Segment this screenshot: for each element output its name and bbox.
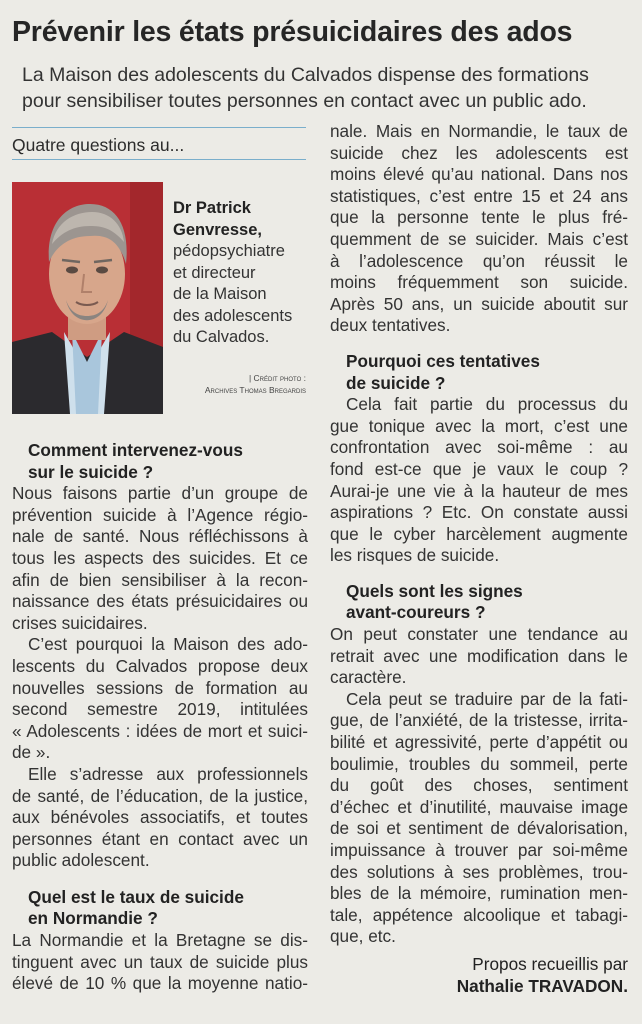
paragraph-line: Nous faisons partie d’un groupe de [12,483,308,504]
person-name: Genvresse, [173,220,262,239]
paragraph-line: bilité et agressivité, perte d’appétit ou [330,732,628,753]
paragraph-line: La Normandie et la Bretagne se dis- [12,930,308,951]
paragraph-line: Elle s’adresse aux professionnels [28,763,308,784]
paragraph-line: Aurai-je une vie à la hauteur de mes [330,480,628,501]
person-role: des adolescents [173,306,293,325]
question-heading: Quel est le taux de suicide [28,886,244,907]
question-heading: avant-coureurs ? [346,602,486,623]
paragraph-line: élevé de 10 % que la moyenne natio- [12,973,308,994]
paragraph-line: suicide chez les adolescents est [330,142,628,163]
photo-credit-line: | Crédit photo : [248,373,306,383]
person-role: du Calvados. [173,328,270,346]
paragraph-line: tale, appétence alcoolique et tabagi- [330,904,628,925]
article-signature [457,953,628,997]
question-heading: sur le suicide ? [28,461,154,482]
paragraph-line: gue, de l’anxiété, de la tristesse, irrita- [330,710,628,731]
paragraph-line: du goût des choses, sentiment [330,775,628,796]
person-role: pédopsychiatre [173,242,285,260]
paragraph-line: moins fréquemment son suicide. [330,272,628,293]
paragraph-line: gue tonique avec la mort, c’est une [330,415,628,436]
question-heading: de suicide ? [346,372,446,393]
person-role: de la Maison [173,285,267,303]
paragraph-line: impuissance à trouver par soi-même [330,840,628,860]
signature-line: Propos recueillis par [472,954,628,974]
question-heading: en Normandie ? [28,908,158,929]
paragraph-line: quemment de se suicider. Mais c’est [330,228,628,249]
paragraph-line: moins élevé qu’au national. Dans nos [330,164,628,185]
paragraph-line: retrait avec une modification dans le [330,645,628,666]
standfirst-line: La Maison des adolescents du Calvados dispense des formations [22,64,589,86]
paragraph-line: « Adolescents : idées de mort et suici- [12,720,308,741]
section-label: Quatre questions au... [12,135,185,155]
paragraph-line: On peut constater une tendance au [330,624,628,645]
article-title: Prévenir les états présuicidaires des ados [12,16,573,48]
paragraph-line: nale. Mais en Normandie, le taux de [330,121,628,141]
paragraph-line: que la personne tente le plus fré- [330,207,628,228]
right-column [330,121,628,948]
paragraph-line: que, etc. [330,926,396,947]
paragraph-line: afin de bien sensibiliser à la recon- [12,569,308,590]
paragraph-line: Cela fait partie du processus du [346,394,628,415]
section-rule-bottom [12,159,306,160]
paragraph-line: crises suicidaires. [12,612,148,633]
paragraph-line: statistiques, c’est entre 15 et 24 ans [330,185,628,206]
portrait-caption [173,198,292,349]
paragraph-line: lescents du Calvados propose deux [12,655,308,676]
paragraph-line: nale de santé. Nous réfléchissons à [12,526,308,547]
paragraph-line: à l’adolescence qu’on réussit le [330,250,628,271]
paragraph-line: que le cyber harcèlement augmente [330,523,628,544]
author-name: Nathalie TRAVADON. [456,976,628,996]
question-heading: Pourquoi ces tentatives [346,350,540,371]
photo-credit-line: Archives Thomas Bregardis [204,385,306,395]
question-heading: Quels sont les signes [346,580,523,601]
article-standfirst [22,62,632,114]
paragraph-line: Après 50 ans, un suicide aboutit sur [330,293,628,314]
paragraph-line: de ». [12,742,51,763]
paragraph-line: confrontation avec soi-même : au [330,437,628,458]
paragraph-line: bles de la mémoire, rumination men- [330,883,628,904]
paragraph-line: tous les aspects des suicides. Et ce [12,547,308,568]
paragraph-line: tinguent avec un taux de suicide plus [12,951,308,972]
paragraph-line: boulimie, troubles du sommeil, perte [330,753,628,774]
paragraph-line: deux tentatives. [330,315,451,336]
paragraph-line: de santé, de l’éducation, de la justice, [12,785,308,806]
paragraph-line: nouvelles sessions de formation au [12,677,308,698]
section-rule-top [12,127,306,128]
paragraph-line: caractère. [330,667,407,688]
standfirst-line: pour sensibiliser toutes personnes en contact avec un public ado. [22,90,587,112]
paragraph-line: aspirations ? Etc. On constate aussi [330,502,628,523]
paragraph-line: d’échec et d’inutilité, mauvaise image [330,796,628,817]
paragraph-line: Cela peut se traduire par de la fati- [346,688,628,709]
paragraph-line: aux bénévoles associatifs, et toutes [12,807,308,828]
question-heading: Comment intervenez-vous [28,440,243,460]
photo-credit [188,372,306,396]
paragraph-line: fond est-ce que je vaux le coup ? [330,458,628,479]
paragraph-line: des solutions à ses problèmes, trou- [330,861,628,882]
paragraph-line: naissance des états présuicidaires ou [12,591,308,612]
paragraph-line: second semestre 2019, intitulées [12,699,308,720]
paragraph-line: public adolescent. [12,850,150,871]
left-column [12,440,308,995]
paragraph-line: C’est pourquoi la Maison des ado- [28,634,308,655]
person-name: Dr Patrick [173,199,251,217]
paragraph-line: personnes étant en contact avec un [12,828,308,849]
paragraph-line: prévention suicide à l’Agence régio- [12,504,308,525]
paragraph-line: de soi et sentiment de dévalorisation, [330,818,628,839]
portrait-photo [12,182,163,414]
paragraph-line: les risques de suicide. [330,545,500,566]
person-role: et directeur [173,263,256,282]
